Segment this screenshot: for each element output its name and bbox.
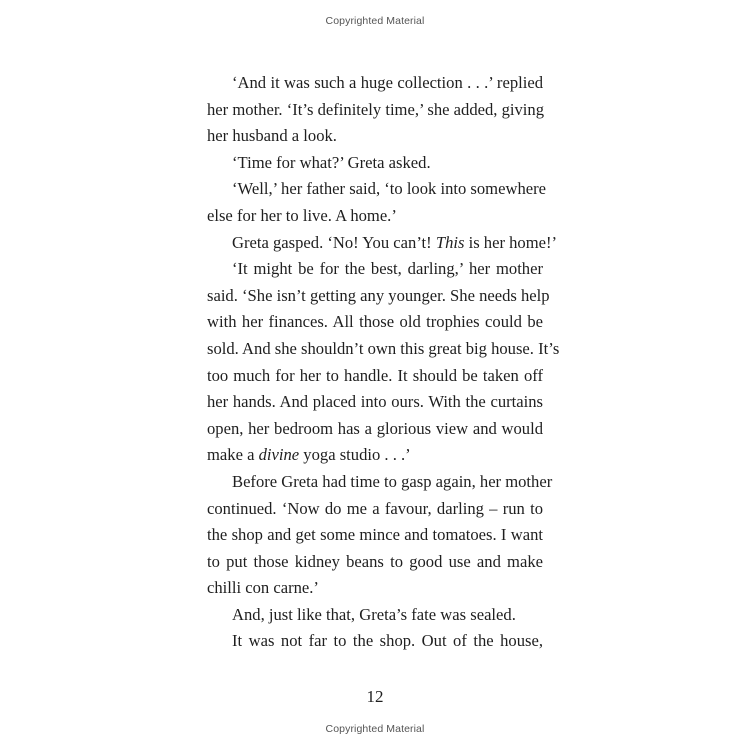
text-line: with her finances. All those old trophies could be <box>207 312 543 332</box>
text-line: open, her bedroom has a glorious view and would <box>207 418 543 438</box>
text-line: ‘Time for what?’ Greta asked. <box>232 152 431 172</box>
text-line: chilli con carne.’ <box>207 578 319 598</box>
text-line: ‘And it was such a huge collection . . .’ replied <box>232 73 543 92</box>
text-line: sold. And she shouldn’t own this great big house. It’s <box>207 338 560 358</box>
text-line: Before Greta had time to gasp again, her mother <box>232 471 553 491</box>
text-line: to put those kidney beans to good use and make <box>207 551 543 571</box>
text-line <box>207 442 543 469</box>
text-line <box>207 230 558 257</box>
text-segment: make a <box>207 445 259 465</box>
page-number: 12 <box>366 687 384 706</box>
text-line: her mother. ‘It’s definitely time,’ she added, giving <box>207 99 545 119</box>
emphasis-text: divine <box>258 445 300 465</box>
text-line: continued. ‘Now do me a favour, darling – run to <box>207 498 543 518</box>
text-line: ‘Well,’ her father said, ‘to look into somewhere <box>232 179 546 199</box>
text-line: the shop and get some mince and tomatoes. I want <box>207 525 543 545</box>
text-line: her hands. And placed into ours. With the curtains <box>207 392 543 412</box>
text-line: else for her to live. A home.’ <box>207 205 397 225</box>
body-text <box>207 70 560 655</box>
text-line: It was not far to the shop. Out of the house, <box>232 631 543 651</box>
text-line: her husband a look. <box>207 126 337 146</box>
text-segment: is her home!’ <box>464 232 558 252</box>
text-segment: yoga studio . . .’ <box>299 445 411 465</box>
text-line: And, just like that, Greta’s fate was sealed. <box>232 604 516 624</box>
copyright-header: Copyrighted Material <box>325 15 425 27</box>
text-line: ‘It might be for the best, darling,’ her mother <box>232 259 543 279</box>
text-line: said. ‘She isn’t getting any younger. She needs help <box>207 285 550 305</box>
emphasis-text: This <box>435 232 465 252</box>
copyright-footer: Copyrighted Material <box>325 723 425 735</box>
text-segment: Greta gasped. ‘No! You can’t! <box>232 232 436 252</box>
text-line: too much for her to handle. It should be taken off <box>207 365 543 385</box>
